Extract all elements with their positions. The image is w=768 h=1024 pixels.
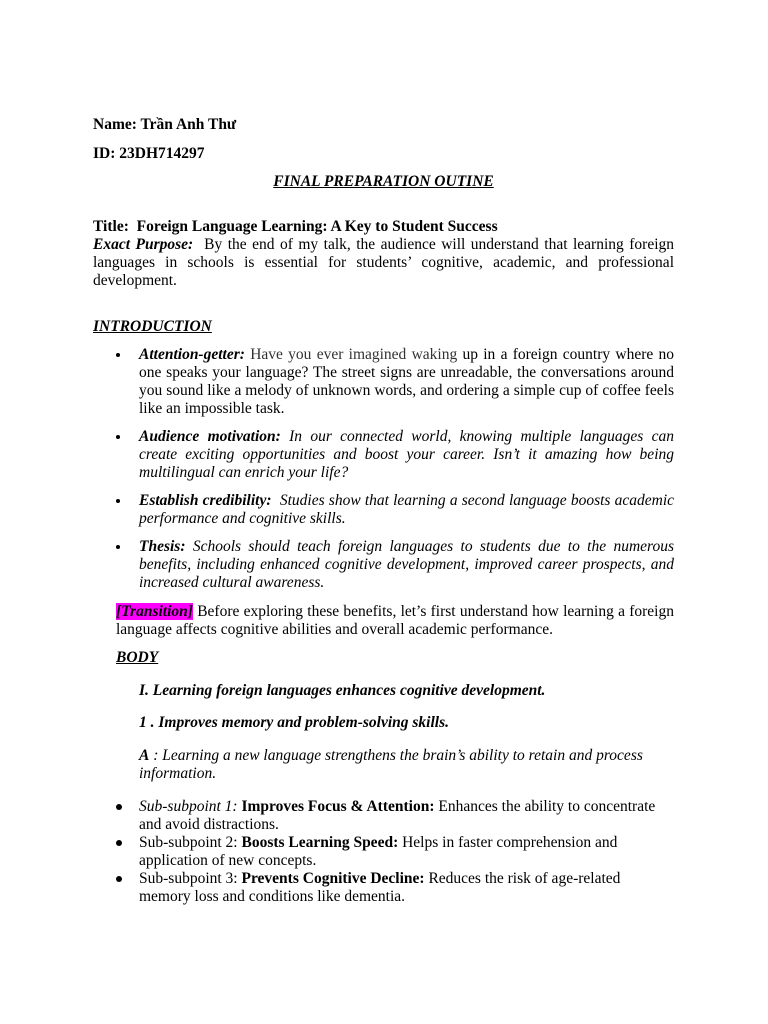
list-item	[116, 834, 656, 870]
item-highlight: Have you ever imagined waking	[250, 346, 458, 363]
exact-purpose-text: By the end of my talk, the audience will understand that learning foreign languages in schools is essential for students’ cognitive, academic, and professional development.	[93, 236, 675, 289]
main-point: I. Learning foreign languages enhances cognitive development.	[139, 682, 546, 699]
subsubpoint-list	[116, 798, 656, 906]
item-text: Studies show that learning a second language boosts academic performance and cognitive skills.	[139, 492, 674, 527]
subsubpoint-prefix: Sub-subpoint 1:	[139, 798, 238, 815]
speech-title-text: Foreign Language Learning: A Key to Student Success	[136, 218, 498, 235]
speech-title-label: Title:	[93, 218, 129, 235]
exact-purpose-label: Exact Purpose:	[93, 236, 194, 253]
student-id: ID: 23DH714297	[93, 145, 205, 162]
transition-paragraph	[116, 603, 674, 639]
list-item	[116, 538, 674, 592]
item-text: In our connected world, knowing multiple languages can create exciting opportunities and boost your career. Isn’t it amazing how being multilingual can enrich your life?	[139, 428, 674, 481]
transition-text: Before exploring these benefits, let’s first understand how learning a foreign language affects cognitive abilities and overall academic performance.	[116, 603, 674, 638]
transition-label: [Transition]	[116, 603, 193, 620]
subsubpoint-title: Prevents Cognitive Decline:	[241, 870, 425, 887]
student-name: Name: Trần Anh Thư	[93, 116, 237, 133]
list-item	[116, 798, 656, 834]
introduction-heading: INTRODUCTION	[93, 318, 212, 335]
list-item	[116, 492, 674, 528]
item-label: Audience motivation:	[139, 428, 281, 445]
point-a-text: : Learning a new language strengthens the brain’s ability to retain and process information.	[139, 747, 643, 782]
exact-purpose	[93, 236, 674, 290]
item-text: up in a foreign country where no one speaks your language? The street signs are unreadable, the conversations around you sound like a melody of unknown words, and ordering a simple cup of coffee feels like an impossible task.	[139, 346, 675, 417]
body-heading: BODY	[116, 649, 159, 666]
subsubpoint-text: Helps in faster comprehension and application of new concepts.	[139, 834, 618, 869]
item-label: Attention-getter:	[139, 346, 245, 363]
list-item	[116, 428, 674, 482]
item-label: Establish credibility:	[139, 492, 272, 509]
introduction-list	[116, 346, 674, 592]
subsubpoint-title: Improves Focus & Attention:	[241, 798, 435, 815]
subpoint: 1 . Improves memory and problem-solving skills.	[139, 714, 449, 731]
point-a-label: A	[139, 747, 150, 764]
list-item	[116, 346, 674, 418]
speech-title	[93, 218, 674, 236]
item-label: Thesis:	[139, 538, 186, 555]
subsubpoint-text: Reduces the risk of age-related memory loss and conditions like dementia.	[139, 870, 621, 905]
point-a	[139, 747, 674, 783]
subsubpoint-title: Boosts Learning Speed:	[241, 834, 399, 851]
subsubpoint-prefix: Sub-subpoint 2:	[139, 834, 238, 851]
subsubpoint-prefix: Sub-subpoint 3:	[139, 870, 238, 887]
list-item	[116, 870, 656, 906]
subsubpoint-text: Enhances the ability to concentrate and avoid distractions.	[139, 798, 656, 833]
item-text: Schools should teach foreign languages to students due to the numerous benefits, including enhanced cognitive development, improved career prospects, and increased cultural awareness.	[139, 538, 675, 591]
document-title: FINAL PREPARATION OUTINE	[273, 173, 494, 190]
